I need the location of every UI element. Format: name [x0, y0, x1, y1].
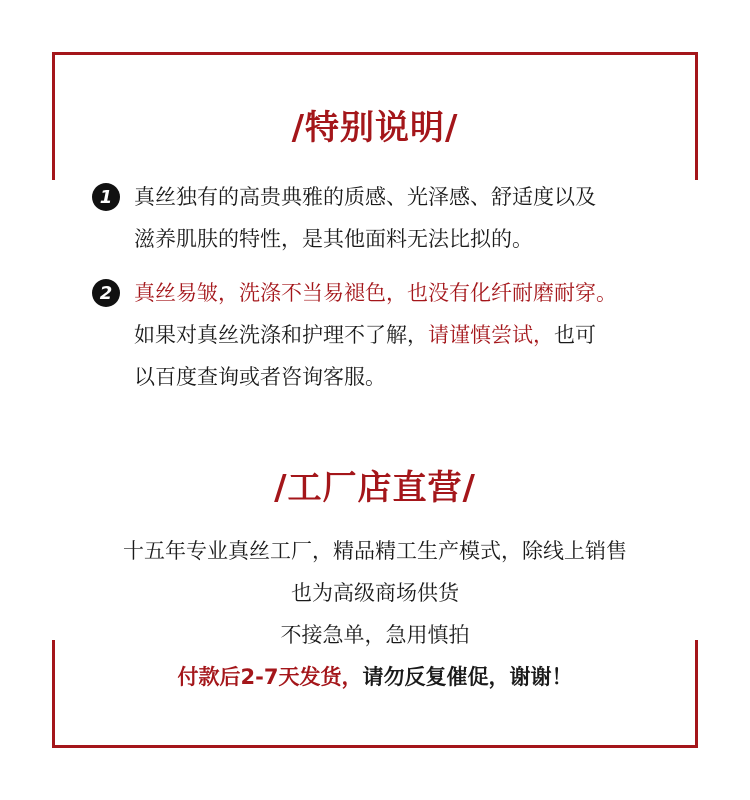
frame-bottom-border — [52, 745, 698, 748]
note-2-line-2 — [134, 314, 694, 356]
note-1-line-1: 真丝独有的高贵典雅的质感、光泽感、舒适度以及 — [134, 185, 596, 209]
note-1-text — [134, 176, 694, 260]
factory-info — [0, 530, 750, 698]
factory-line-4 — [0, 656, 750, 698]
factory-line-1: 十五年专业真丝工厂，精品精工生产模式，除线上销售 — [123, 539, 627, 563]
factory-direct-title: /工厂店直营/ — [274, 468, 476, 508]
note-2-line-1: 真丝易皱，洗涤不当易褪色，也没有化纤耐磨耐穿。 — [134, 281, 617, 305]
note-2-line-2-start: 如果对真丝洗涤和护理不了解， — [134, 323, 428, 347]
note-2-line-2-end: 也可 — [554, 323, 596, 347]
number-badge-1: 1 — [92, 183, 120, 211]
note-1-line-2: 滋养肌肤的特性，是其他面料无法比拟的。 — [134, 227, 533, 251]
shipping-time-notice: 付款后2-7天发货， — [177, 665, 363, 689]
factory-line-2: 也为高级商场供货 — [291, 581, 459, 605]
frame-top-border — [52, 52, 698, 55]
special-notes-title: /特别说明/ — [291, 108, 459, 148]
note-2-text — [134, 272, 694, 398]
note-2-warning: 请谨慎尝试， — [428, 323, 554, 347]
no-rush-notice: 请勿反复催促，谢谢！ — [362, 665, 573, 689]
factory-line-3: 不接急单，急用慎拍 — [280, 623, 470, 647]
note-2-line-3: 以百度查询或者咨询客服。 — [134, 365, 386, 389]
number-badge-2: 2 — [92, 279, 120, 307]
